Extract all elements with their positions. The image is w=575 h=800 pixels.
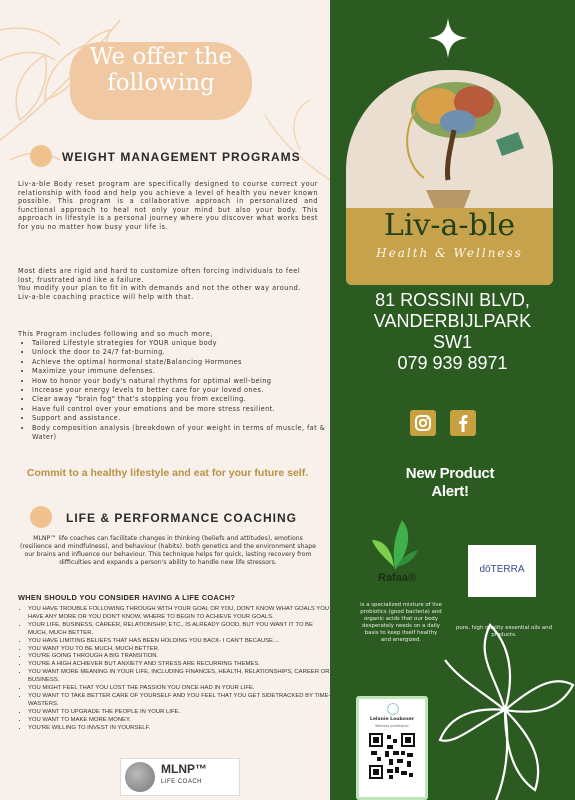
facebook-icon[interactable]	[450, 410, 476, 436]
coaching-heading: LIFE & PERFORMANCE COACHING	[66, 511, 297, 525]
brand-logo	[346, 70, 553, 285]
mlnp-title: MLNP™	[161, 762, 207, 776]
right-panel	[330, 0, 575, 800]
page-title	[70, 44, 252, 96]
doterra-logo	[468, 545, 536, 597]
card-name: Lelanie Louboser	[369, 717, 415, 722]
diets-line: You modify your plan to fit in with demands and not the other way around.	[18, 284, 301, 293]
diets-line: Liv-a-ble coaching practice will help with that.	[18, 292, 194, 301]
list-item: • Body composition analysis (breakdown of your weight in terms of muscle, fat & Water)	[32, 424, 330, 443]
list-item: • YOU'RE A HIGH ACHIEVER BUT ANXIETY AND STRESS ARE RECURRING THEMES.	[28, 661, 330, 669]
list-item: • YOU'RE GOING THROUGH A BIG TRANSITION.	[28, 653, 330, 661]
card-logo-icon	[387, 703, 399, 715]
rafaa-description: is a specialized mixture of live probiotics (good bacteria) and organic acids that our body desperately needs on a daily basis to keep itself healthy and energized.	[360, 602, 442, 644]
list-item: • YOU WANT YOU TO BE MUCH, MUCH BETTER.	[28, 646, 330, 654]
list-item: • YOU MIGHT FEEL THAT YOU LOST THE PASSION YOU ONCE HAD IN YOUR LIFE.	[28, 685, 330, 693]
brand-tagline: Health & Wellness	[376, 246, 523, 260]
rafaa-name: Rafaa®	[378, 572, 417, 584]
commit-tagline: Commit to a healthy lifestyle and eat for your future self.	[26, 467, 309, 479]
list-item: • Have full control over your emotions and be more stress resilient.	[32, 405, 330, 414]
flower-decoration	[435, 615, 575, 800]
list-item: • YOU HAVE TROUBLE FOLLOWING THROUGH WITH YOUR GOAL OR YOU, DON'T KNOW WHAT GOALS YOU HAVE ANY MORE OR YOU DON'T KNOW, WHERE TO BEGIN TO ACHIEVE YOUR GOALS.	[28, 606, 330, 622]
mlnp-subtitle: LIFE COACH	[161, 779, 203, 785]
coach-reasons-list	[18, 606, 330, 733]
alert-line: New Product	[405, 465, 495, 482]
brain-icon	[125, 762, 155, 792]
list-item: • Increase your energy levels to better care for your loved ones.	[32, 386, 330, 395]
alert-line: Alert!	[431, 483, 469, 500]
title-line-1: We offer the	[89, 44, 233, 70]
diets-line: Most diets are rigid and hard to customize often forcing individuals to feel lost, frustrated and like a failure.	[18, 267, 301, 284]
card-subtitle: Wellness practitioner	[375, 724, 409, 728]
address-line: SW1	[432, 332, 472, 352]
brain-tree-icon	[346, 70, 553, 210]
coaching-text: MLNP™ life coaches can facilitate changes in thinking (beliefs and attitudes), emotions (resilience and mindfulness), and behaviour (habits). both genetics and the environment shape our brains and influence our behaviour. This technique helps for quick, lasting recovery from difficulties and expands a person's ability to handle new life stressors.	[20, 535, 316, 566]
includes-text: This Program includes following and so much more,	[18, 330, 213, 338]
mlnp-logo	[120, 758, 240, 796]
address-block	[330, 290, 575, 374]
title-line-2: following	[107, 70, 215, 96]
list-item: • Clear away "brain fog" that's stopping you from excelling.	[32, 395, 330, 404]
list-item: • Support and assistance.	[32, 414, 330, 423]
doterra-name: dōTERRA	[479, 564, 525, 575]
program-list	[18, 339, 330, 442]
new-product-alert	[370, 465, 530, 501]
brand-name: Liv-a-ble	[383, 208, 516, 243]
list-item: • YOU WANT MORE MEANING IN YOUR LIFE, INCLUDING FINANCES, HEALTH, RELATIONSHIPS, CAREER OR BUSINESS.	[28, 669, 330, 685]
sparkle-icon	[428, 18, 468, 58]
list-item: • YOU WANT TO MAKE MORE MONEY.	[28, 717, 330, 725]
qr-code-icon[interactable]	[369, 733, 415, 779]
section-dot	[30, 145, 52, 167]
phone-number[interactable]: 079 939 8971	[397, 353, 508, 373]
coach-question: WHEN SHOULD YOU CONSIDER HAVING A LIFE COACH?	[18, 593, 236, 602]
rafaa-leaf-icon	[370, 512, 420, 572]
list-item: • YOU WANT TO TAKE BETTER CARE OF YOURSELF AND YOU FEEL THAT YOU GET SIDETRACKED BY TIME-WASTERS.	[28, 693, 330, 709]
doterra-description: pure, high quality essential oils and products.	[455, 625, 553, 638]
list-item: • YOUR LIFE, BUSINESS, CAREER, RELATIONSHIP, ETC., IS ALREADY GOOD, BUT YOU WANT IT TO BE MUCH, MUCH BETTER.	[28, 622, 330, 638]
list-item: • Tailored Lifestyle strategies for YOUR unique body	[32, 339, 330, 348]
contact-card[interactable]	[356, 696, 428, 800]
diets-paragraph	[18, 267, 318, 301]
list-item: • Achieve the optimal hormonal state/Balancing Hormones	[32, 358, 330, 367]
section-dot	[30, 506, 52, 528]
address-line: VANDERBIJLPARK	[373, 311, 532, 331]
list-item: • YOU HAVE LIMITING BELIEFS THAT HAS BEEN HOLDING YOU BACK- I CAN'T BECAUSE....	[28, 638, 330, 646]
list-item: • YOU WANT TO UPGRADE THE PEOPLE IN YOUR LIFE.	[28, 709, 330, 717]
instagram-icon[interactable]	[410, 410, 436, 436]
list-item: • How to honor your body's natural rhythms for optimal well-being	[32, 377, 330, 386]
list-item: • Maximize your immune defenses.	[32, 367, 330, 376]
address-line: 81 ROSSINI BLVD,	[375, 290, 530, 310]
list-item: • Unlock the door to 24/7 fat-burning.	[32, 348, 330, 357]
list-item: • YOU'RE WILLING TO INVEST IN YOURSELF.	[28, 725, 330, 733]
weight-heading: WEIGHT MANAGEMENT PROGRAMS	[62, 150, 301, 164]
weight-intro: Liv-a-ble Body reset program are specifically designed to course correct your relationship with food and help you achieve a level of health you never known possible. This program is a collaborative approach in personalized and functional approach to heal not only your mind but also your body. This approach in lifestyle is a personal journey where you discover what works best for you no matter how busy your life is.	[18, 180, 318, 231]
